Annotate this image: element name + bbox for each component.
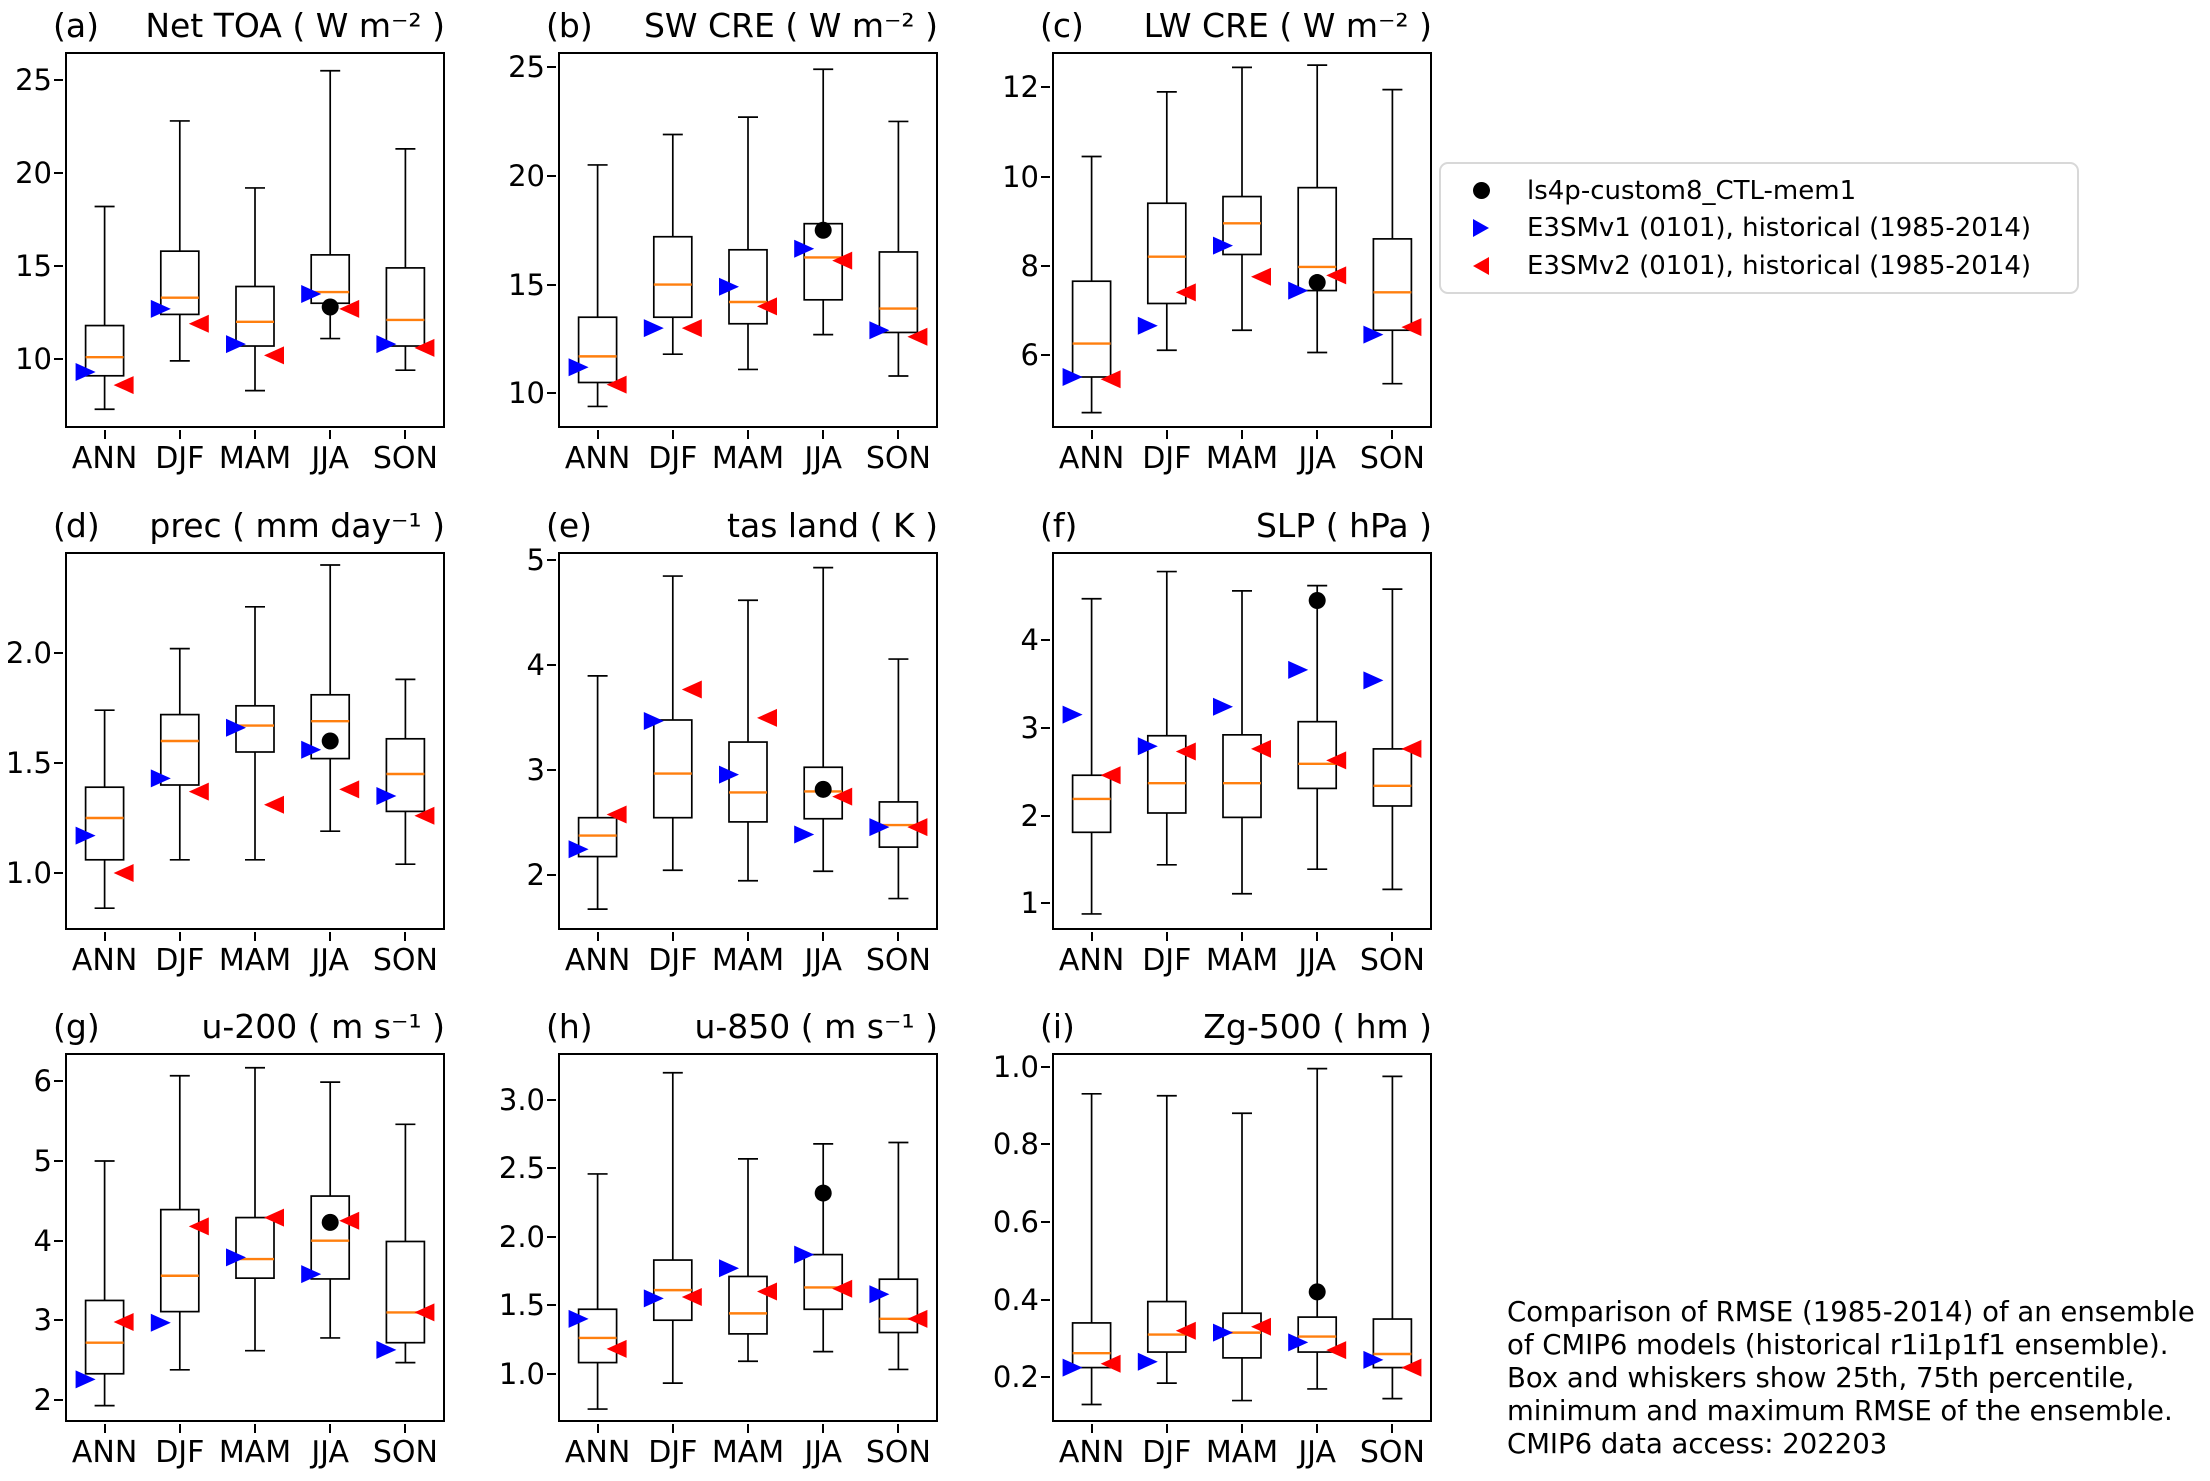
y-tick-mark bbox=[547, 175, 556, 177]
y-tick-label: 10 bbox=[508, 376, 545, 411]
panel-label: (h) bbox=[546, 1007, 593, 1046]
legend bbox=[1439, 162, 2079, 294]
e3smv1-marker-djf bbox=[1138, 1353, 1158, 1371]
x-tick-label: DJF bbox=[1142, 441, 1192, 476]
box-jja bbox=[311, 255, 349, 303]
x-tick-label: SON bbox=[1359, 1435, 1425, 1470]
y-tick-mark bbox=[547, 559, 556, 561]
x-tick-label: JJA bbox=[311, 943, 350, 978]
x-tick-mark bbox=[104, 1424, 106, 1433]
panel-title-row bbox=[546, 1005, 938, 1047]
panel-label: (b) bbox=[546, 6, 593, 45]
panel-title-row bbox=[1040, 1005, 1432, 1047]
y-tick-label: 20 bbox=[15, 156, 52, 191]
panel-title-row bbox=[1040, 504, 1432, 546]
panel-title: SW CRE ( W m⁻² ) bbox=[643, 6, 938, 45]
x-tick-label: DJF bbox=[155, 441, 205, 476]
x-tick-mark bbox=[179, 932, 181, 941]
y-tick-label: 0.2 bbox=[992, 1360, 1039, 1395]
x-tick-label: ANN bbox=[71, 441, 138, 476]
box-djf bbox=[161, 715, 199, 785]
x-tick-label: DJF bbox=[648, 441, 698, 476]
x-tick-label: ANN bbox=[1058, 441, 1125, 476]
box-ann bbox=[86, 326, 124, 376]
x-tick-label: MAM bbox=[218, 943, 292, 978]
y-tick-mark bbox=[547, 769, 556, 771]
x-tick-label: JJA bbox=[311, 441, 350, 476]
x-tick-mark bbox=[254, 430, 256, 439]
ls4p-marker bbox=[322, 733, 339, 750]
panel-net-toa bbox=[15, 6, 445, 476]
x-tick-mark bbox=[1241, 1424, 1243, 1433]
e3smv2-marker-djf bbox=[189, 315, 209, 333]
y-tick-mark bbox=[1041, 1221, 1050, 1223]
plot-area bbox=[558, 52, 938, 428]
box-ann bbox=[86, 787, 124, 860]
panel-label: (i) bbox=[1040, 1007, 1075, 1046]
legend-label: E3SMv1 (0101), historical (1985-2014) bbox=[1527, 213, 2032, 243]
y-tick-label: 6 bbox=[33, 1064, 52, 1099]
x-tick-label: DJF bbox=[1142, 1435, 1192, 1470]
x-tick-mark bbox=[1166, 430, 1168, 439]
x-tick-label: JJA bbox=[1298, 943, 1337, 978]
panel-title-row bbox=[1040, 4, 1432, 46]
y-tick-mark bbox=[54, 1080, 63, 1082]
box-jja bbox=[311, 1196, 349, 1279]
y-tick-mark bbox=[547, 1099, 556, 1101]
e3smv2-marker-mam bbox=[757, 709, 777, 727]
caption-line: CMIP6 data access: 202203 bbox=[1507, 1428, 1888, 1460]
x-tick-mark bbox=[1391, 932, 1393, 941]
box-son bbox=[879, 252, 917, 332]
panel-u200 bbox=[33, 1007, 445, 1470]
box-djf bbox=[1148, 203, 1186, 303]
x-tick-mark bbox=[104, 932, 106, 941]
legend-label: E3SMv2 (0101), historical (1985-2014) bbox=[1527, 250, 2032, 281]
x-tick-mark bbox=[179, 430, 181, 439]
box-son bbox=[1373, 749, 1411, 806]
left-triangle-icon bbox=[1469, 257, 1493, 275]
x-tick-label: SON bbox=[1359, 441, 1425, 476]
plot-area bbox=[1052, 1053, 1432, 1422]
box-ann bbox=[1073, 775, 1111, 832]
x-tick-label: JJA bbox=[311, 1435, 350, 1470]
x-tick-mark bbox=[1166, 1424, 1168, 1433]
y-tick-label: 2 bbox=[33, 1383, 52, 1418]
panel-title-row bbox=[546, 504, 938, 546]
x-tick-label: ANN bbox=[71, 943, 138, 978]
x-tick-mark bbox=[747, 1424, 749, 1433]
x-tick-label: JJA bbox=[1298, 1435, 1337, 1470]
x-tick-mark bbox=[254, 1424, 256, 1433]
x-tick-label: JJA bbox=[804, 441, 843, 476]
y-tick-mark bbox=[54, 265, 63, 267]
y-tick-label: 8 bbox=[1020, 248, 1039, 283]
x-tick-label: DJF bbox=[1142, 943, 1192, 978]
y-tick-label: 25 bbox=[15, 63, 52, 98]
plot-area bbox=[65, 1053, 445, 1422]
x-tick-mark bbox=[329, 430, 331, 439]
panel-title: prec ( mm day⁻¹ ) bbox=[149, 506, 445, 545]
plot-area bbox=[1052, 52, 1432, 428]
ls4p-marker bbox=[815, 781, 832, 798]
x-tick-label: MAM bbox=[218, 1435, 292, 1470]
y-tick-mark bbox=[54, 762, 63, 764]
y-tick-label: 1.0 bbox=[992, 1049, 1039, 1084]
y-tick-label: 1 bbox=[1020, 886, 1039, 921]
caption-line: of CMIP6 models (historical r1i1p1f1 ensemble). bbox=[1507, 1329, 2169, 1361]
y-tick-label: 2.0 bbox=[498, 1219, 545, 1254]
y-tick-mark bbox=[547, 1167, 556, 1169]
y-tick-label: 2.0 bbox=[5, 636, 52, 670]
y-tick-mark bbox=[547, 1304, 556, 1306]
x-tick-label: MAM bbox=[711, 943, 785, 978]
x-tick-mark bbox=[104, 430, 106, 439]
x-tick-mark bbox=[597, 1424, 599, 1433]
x-tick-mark bbox=[1316, 430, 1318, 439]
box-ann bbox=[579, 317, 617, 382]
panel-sw-cre bbox=[508, 6, 938, 476]
panel-title-row bbox=[53, 504, 445, 546]
box-ann bbox=[86, 1300, 124, 1373]
plot-area bbox=[1052, 552, 1432, 930]
ls4p-marker bbox=[322, 298, 339, 315]
x-tick-mark bbox=[404, 932, 406, 941]
e3smv1-marker-son bbox=[1363, 671, 1383, 689]
panel-label: (f) bbox=[1040, 506, 1078, 545]
y-tick-mark bbox=[1041, 639, 1050, 641]
x-tick-label: DJF bbox=[155, 1435, 205, 1470]
box-mam bbox=[1223, 1313, 1261, 1358]
y-tick-mark bbox=[1041, 1143, 1050, 1145]
y-tick-mark bbox=[547, 284, 556, 286]
e3smv2-marker-djf bbox=[682, 319, 702, 337]
x-tick-label: SON bbox=[1359, 943, 1425, 978]
e3smv2-marker-mam bbox=[1251, 268, 1271, 286]
box-jja bbox=[1298, 722, 1336, 789]
y-tick-mark bbox=[54, 1160, 63, 1162]
box-jja bbox=[1298, 1317, 1336, 1352]
y-tick-mark bbox=[1041, 902, 1050, 904]
y-tick-mark bbox=[54, 172, 63, 174]
panel-title-row bbox=[53, 1005, 445, 1047]
x-tick-mark bbox=[747, 932, 749, 941]
box-djf bbox=[654, 237, 692, 317]
caption-line: Comparison of RMSE (1985-2014) of an ensemble bbox=[1507, 1296, 2195, 1328]
y-tick-mark bbox=[54, 1240, 63, 1242]
e3smv2-marker-ann bbox=[114, 864, 134, 882]
plot-area bbox=[65, 552, 445, 930]
panel-zg500 bbox=[992, 1007, 1432, 1470]
panel-lw-cre bbox=[1002, 6, 1432, 476]
y-tick-label: 3 bbox=[1020, 710, 1039, 745]
panel-title: u-850 ( m s⁻¹ ) bbox=[694, 1007, 938, 1046]
y-tick-label: 1.5 bbox=[5, 746, 52, 780]
y-tick-mark bbox=[1041, 1066, 1050, 1068]
x-tick-mark bbox=[1391, 430, 1393, 439]
e3smv2-marker-jja bbox=[339, 780, 359, 798]
y-tick-mark bbox=[1041, 354, 1050, 356]
y-tick-mark bbox=[54, 872, 63, 874]
e3smv1-marker-son bbox=[376, 1341, 396, 1359]
y-tick-label: 6 bbox=[1020, 337, 1039, 372]
y-tick-label: 1.0 bbox=[498, 1356, 545, 1391]
y-tick-label: 20 bbox=[508, 158, 545, 193]
panel-tas-land bbox=[526, 506, 938, 978]
x-tick-label: ANN bbox=[1058, 943, 1125, 978]
ls4p-marker bbox=[1309, 1283, 1326, 1300]
y-tick-label: 4 bbox=[33, 1223, 52, 1258]
x-tick-label: ANN bbox=[1058, 1435, 1125, 1470]
x-tick-label: SON bbox=[865, 943, 931, 978]
y-tick-mark bbox=[1041, 86, 1050, 88]
ls4p-marker bbox=[1309, 592, 1326, 609]
x-tick-label: SON bbox=[372, 441, 438, 476]
x-tick-mark bbox=[254, 932, 256, 941]
plot-area bbox=[65, 52, 445, 428]
legend-item-ls4p bbox=[1469, 176, 2067, 206]
x-tick-mark bbox=[672, 430, 674, 439]
panel-title: LW CRE ( W m⁻² ) bbox=[1143, 6, 1432, 45]
ls4p-marker bbox=[815, 222, 832, 239]
x-tick-label: DJF bbox=[155, 943, 205, 978]
box-djf bbox=[1148, 1302, 1186, 1352]
e3smv1-marker-ann bbox=[1063, 706, 1083, 724]
y-tick-label: 2 bbox=[526, 858, 545, 893]
panel-title-row bbox=[546, 4, 938, 46]
y-tick-mark bbox=[547, 66, 556, 68]
y-tick-label: 10 bbox=[15, 342, 52, 377]
x-tick-mark bbox=[897, 932, 899, 941]
x-tick-mark bbox=[672, 932, 674, 941]
right-triangle-icon bbox=[1469, 219, 1493, 237]
x-tick-mark bbox=[822, 430, 824, 439]
y-tick-label: 4 bbox=[1020, 623, 1039, 658]
y-tick-mark bbox=[1041, 265, 1050, 267]
y-tick-mark bbox=[54, 1399, 63, 1401]
x-tick-label: JJA bbox=[804, 943, 843, 978]
panel-title: SLP ( hPa ) bbox=[1255, 506, 1432, 545]
x-tick-mark bbox=[179, 1424, 181, 1433]
panel-title: Zg-500 ( hm ) bbox=[1203, 1007, 1432, 1046]
plot-area bbox=[558, 552, 938, 930]
x-tick-mark bbox=[329, 932, 331, 941]
y-tick-label: 0.6 bbox=[992, 1204, 1039, 1239]
y-tick-label: 25 bbox=[508, 50, 545, 85]
panel-label: (a) bbox=[53, 6, 99, 45]
y-tick-mark bbox=[1041, 1376, 1050, 1378]
e3smv1-marker-mam bbox=[719, 1259, 739, 1277]
y-tick-label: 3 bbox=[33, 1303, 52, 1338]
y-tick-label: 4 bbox=[526, 648, 545, 683]
x-tick-label: DJF bbox=[648, 943, 698, 978]
x-tick-label: MAM bbox=[218, 441, 292, 476]
e3smv2-marker-mam bbox=[264, 346, 284, 364]
box-son bbox=[879, 1279, 917, 1332]
x-tick-mark bbox=[1241, 932, 1243, 941]
y-tick-mark bbox=[1041, 815, 1050, 817]
box-mam bbox=[729, 1276, 767, 1333]
black-dot-icon bbox=[1469, 182, 1493, 199]
x-tick-mark bbox=[1166, 932, 1168, 941]
e3smv1-marker-mam bbox=[1213, 698, 1233, 716]
panel-title: Net TOA ( W m⁻² ) bbox=[145, 6, 445, 45]
e3smv2-marker-ann bbox=[114, 376, 134, 394]
x-tick-label: MAM bbox=[711, 1435, 785, 1470]
ls4p-marker bbox=[322, 1214, 339, 1231]
y-tick-mark bbox=[1041, 176, 1050, 178]
box-son bbox=[386, 1241, 424, 1342]
y-tick-label: 10 bbox=[1002, 159, 1039, 194]
y-tick-label: 15 bbox=[15, 249, 52, 284]
y-tick-label: 3 bbox=[526, 753, 545, 788]
x-tick-mark bbox=[747, 430, 749, 439]
y-tick-mark bbox=[1041, 727, 1050, 729]
x-tick-mark bbox=[1316, 1424, 1318, 1433]
legend-item-e3smv1 bbox=[1469, 213, 2067, 243]
y-tick-mark bbox=[547, 664, 556, 666]
panel-title: u-200 ( m s⁻¹ ) bbox=[201, 1007, 445, 1046]
y-tick-label: 12 bbox=[1002, 70, 1039, 105]
x-tick-mark bbox=[897, 430, 899, 439]
figure-caption bbox=[1507, 1296, 2195, 1461]
x-tick-label: SON bbox=[865, 441, 931, 476]
panel-prec bbox=[5, 506, 445, 978]
caption-line: minimum and maximum RMSE of the ensemble. bbox=[1507, 1395, 2173, 1427]
e3smv2-marker-mam bbox=[264, 796, 284, 814]
x-tick-mark bbox=[822, 1424, 824, 1433]
box-ann bbox=[1073, 1323, 1111, 1368]
x-tick-mark bbox=[1091, 1424, 1093, 1433]
e3smv1-marker-jja bbox=[1288, 661, 1308, 679]
legend-item-e3smv2 bbox=[1469, 251, 2067, 281]
x-tick-mark bbox=[822, 932, 824, 941]
plot-area bbox=[558, 1053, 938, 1422]
panel-label: (e) bbox=[546, 506, 593, 545]
y-tick-label: 2.5 bbox=[498, 1151, 545, 1186]
x-tick-mark bbox=[1241, 430, 1243, 439]
y-tick-mark bbox=[54, 358, 63, 360]
box-mam bbox=[236, 287, 274, 347]
x-tick-mark bbox=[329, 1424, 331, 1433]
y-tick-mark bbox=[54, 79, 63, 81]
e3smv1-marker-jja bbox=[794, 826, 814, 844]
x-tick-label: ANN bbox=[564, 1435, 631, 1470]
y-tick-mark bbox=[547, 1236, 556, 1238]
y-tick-mark bbox=[54, 652, 63, 654]
y-tick-label: 0.8 bbox=[992, 1127, 1039, 1162]
x-tick-label: JJA bbox=[1298, 441, 1337, 476]
x-tick-mark bbox=[597, 932, 599, 941]
panel-u850 bbox=[498, 1007, 938, 1470]
y-tick-label: 3.0 bbox=[498, 1083, 545, 1118]
x-tick-label: SON bbox=[372, 943, 438, 978]
x-tick-label: JJA bbox=[804, 1435, 843, 1470]
e3smv1-marker-djf bbox=[1138, 317, 1158, 335]
panel-slp bbox=[1020, 506, 1432, 978]
e3smv1-marker-djf bbox=[151, 1314, 171, 1332]
e3smv1-marker-djf bbox=[644, 319, 664, 337]
box-djf bbox=[161, 251, 199, 314]
x-tick-label: MAM bbox=[1205, 441, 1279, 476]
y-tick-mark bbox=[54, 1319, 63, 1321]
y-tick-label: 5 bbox=[33, 1143, 52, 1178]
x-tick-mark bbox=[1391, 1424, 1393, 1433]
x-tick-mark bbox=[1091, 430, 1093, 439]
x-tick-mark bbox=[404, 430, 406, 439]
panel-label: (g) bbox=[53, 1007, 100, 1046]
y-tick-mark bbox=[547, 392, 556, 394]
caption-line: Box and whiskers show 25th, 75th percentile, bbox=[1507, 1362, 2135, 1394]
y-tick-mark bbox=[1041, 1299, 1050, 1301]
x-tick-label: SON bbox=[865, 1435, 931, 1470]
ls4p-marker bbox=[815, 1185, 832, 1202]
box-son bbox=[1373, 239, 1411, 330]
panel-title-row bbox=[53, 4, 445, 46]
x-tick-label: ANN bbox=[564, 943, 631, 978]
box-mam bbox=[236, 1218, 274, 1279]
panel-label: (c) bbox=[1040, 6, 1084, 45]
y-tick-label: 1.5 bbox=[498, 1288, 545, 1323]
x-tick-mark bbox=[597, 430, 599, 439]
ls4p-marker bbox=[1309, 274, 1326, 291]
y-tick-mark bbox=[547, 874, 556, 876]
panel-label: (d) bbox=[53, 506, 100, 545]
box-mam bbox=[729, 742, 767, 822]
box-jja bbox=[804, 1255, 842, 1310]
y-tick-label: 5 bbox=[526, 543, 545, 578]
x-tick-mark bbox=[1091, 932, 1093, 941]
legend-label: ls4p-custom8_CTL-mem1 bbox=[1527, 175, 1857, 206]
x-tick-label: MAM bbox=[1205, 1435, 1279, 1470]
x-tick-label: ANN bbox=[564, 441, 631, 476]
y-tick-label: 15 bbox=[508, 267, 545, 302]
y-tick-label: 1.0 bbox=[5, 856, 52, 890]
e3smv2-marker-djf bbox=[682, 681, 702, 699]
x-tick-label: SON bbox=[372, 1435, 438, 1470]
x-tick-label: MAM bbox=[1205, 943, 1279, 978]
y-tick-mark bbox=[547, 1373, 556, 1375]
box-ann bbox=[1073, 281, 1111, 377]
box-djf bbox=[654, 720, 692, 818]
box-son bbox=[386, 268, 424, 346]
x-tick-mark bbox=[897, 1424, 899, 1433]
x-tick-mark bbox=[1316, 932, 1318, 941]
x-tick-label: DJF bbox=[648, 1435, 698, 1470]
panel-title: tas land ( K ) bbox=[727, 506, 938, 545]
y-tick-label: 0.4 bbox=[992, 1282, 1039, 1317]
x-tick-label: MAM bbox=[711, 441, 785, 476]
x-tick-mark bbox=[672, 1424, 674, 1433]
x-tick-mark bbox=[404, 1424, 406, 1433]
x-tick-label: ANN bbox=[71, 1435, 138, 1470]
y-tick-label: 2 bbox=[1020, 798, 1039, 833]
